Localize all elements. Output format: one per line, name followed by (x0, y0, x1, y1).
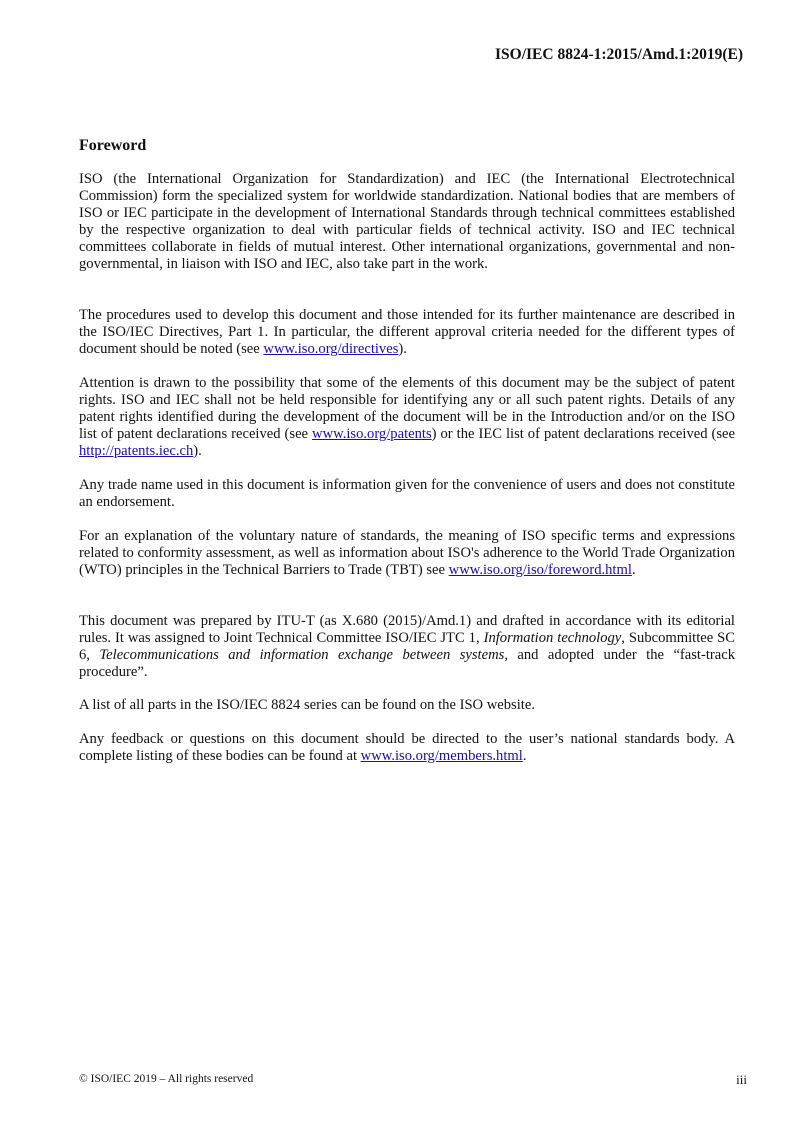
section-title: Foreword (79, 137, 147, 154)
text: For an explanation of the voluntary nature of standards, the meaning of ISO specific terms and expressions related to conformity assessment, as well as information about ISO's adherence to the World Trade Organization (WTO) principles in the Technical Barriers to Trade (TBT) see (79, 528, 735, 578)
paragraph-organizations: ISO (the International Organization for Standardization) and IEC (the International Electrotechnical Commission) form the specialized system for worldwide standardization. National bodies that are members of ISO or IEC participate in the development of International Standards through technical committees established by the respective organization to deal with particular fields of technical activity. ISO and IEC technical committees collaborate in fields of mutual interest. Other international organizations, governmental and non-governmental, in liaison with ISO and IEC, also take part in the work. (79, 171, 735, 272)
text: ). (398, 341, 407, 357)
paragraph-trade-name: Any trade name used in this document is information given for the convenience of users and does not constitute an endorsement. (79, 477, 735, 510)
text: , and adopted under the “fast-track procedure”. (79, 647, 736, 680)
paragraph-voluntary-nature (79, 528, 735, 579)
text: , Subcommittee SC 6, (79, 630, 736, 663)
text: This document was prepared by ITU-T (as X.680 (2015)/Amd.1) and drafted in accordance with its editorial rules. It was assigned to Joint Technical Committee ISO/IEC JTC 1, (79, 613, 735, 646)
paragraph-prepared-by (79, 613, 735, 681)
members-link[interactable]: www.iso.org/members.html (360, 748, 523, 764)
text: Attention is drawn to the possibility that some of the elements of this document may be the subject of patent rights. ISO and IEC shall not be held responsible for identifying any or all such patent rights. Details of any patent rights identified during the development of the document will be in the Introduction and/or on the ISO list of patent declarations received (see (79, 375, 735, 442)
paragraph-procedures (79, 307, 735, 358)
text: ) or the IEC list of patent declarations received (see (431, 426, 736, 442)
document-id-header: ISO/IEC 8824-1:2015/Amd.1:2019(E) (494, 46, 743, 63)
committee-name: Information technology (483, 630, 622, 646)
text: ). (193, 443, 202, 459)
copyright-footer: © ISO/IEC 2019 – All rights reserved (79, 1073, 254, 1085)
foreword-link[interactable]: www.iso.org/iso/foreword.html (448, 562, 632, 578)
paragraph-series-parts: A list of all parts in the ISO/IEC 8824 series can be found on the ISO website. (79, 697, 535, 713)
paragraph-feedback (79, 731, 735, 765)
directives-link[interactable]: www.iso.org/directives (263, 341, 399, 357)
text: The procedures used to develop this document and those intended for its further maintenance are described in the ISO/IEC Directives, Part 1. In particular, the different approval criteria needed for the different types of document should be noted (see (79, 307, 735, 357)
iec-patents-link[interactable]: http://patents.iec.ch (79, 443, 194, 459)
subcommittee-name: Telecommunications and information exchange between systems (99, 647, 505, 663)
paragraph-patents (79, 375, 735, 460)
text: . (631, 562, 636, 578)
page-number: iii (736, 1072, 747, 1087)
text: Any feedback or questions on this document should be directed to the user’s national standards body. A complete listing of these bodies can be found at (79, 731, 735, 764)
patents-link[interactable]: www.iso.org/patents (312, 426, 432, 442)
text: . (522, 748, 527, 764)
